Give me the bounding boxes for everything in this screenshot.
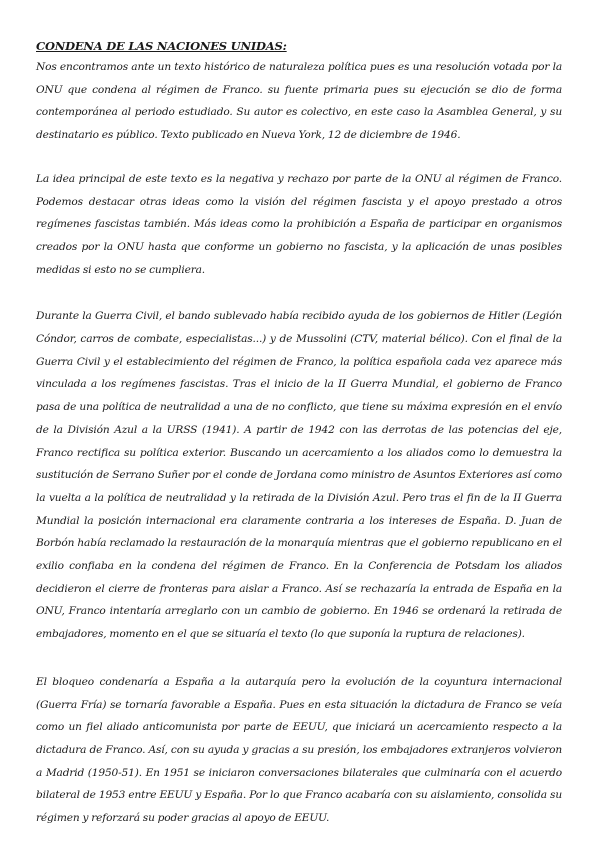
document-title: CONDENA DE LAS NACIONES UNIDAS:	[36, 39, 287, 53]
paragraph-historical-context: Durante la Guerra Civil, el bando sublevado había recibido ayuda de los gobiernos de Hitler (Legión Cóndor, carros de combate, especialistas...) y de Mussolini (CTV, material bélico). Con el final de la Guerra Civil y el establecimiento del régimen de Franco, la política española cada vez aparece más vinculada a los regímenes fascistas. Tras el inicio de la II Guerra Mundial, el gobierno de Franco pasa de una política de neutralidad a una de no conflicto, que tiene su máxima expresión en el envío de la División Azul a la URSS (1941). A partir de 1942 con las derrotas de las potencias del eje, Franco rectifica su política exterior. Buscando un acercamiento a los aliados como lo demuestra la sustitución de Serrano Suñer por el conde de Jordana como ministro de Asuntos Exteriores así como la vuelta a la política de neutralidad y la retirada de la División Azul. Pero tras el fin de la II Guerra Mundial la posición internacional era claramente contraria a los intereses de España. D. Juan de Borbón había reclamado la restauración de la monarquía mientras que el gobierno republicano en el exilio confiaba en la condena del régimen de Franco. En la Conferencia de Potsdam los aliados decidieron el cierre de fronteras para aislar a Franco. Así se rechazaría la entrada de España en la ONU, Franco intentaría arreglarlo con un cambio de gobierno. En 1946 se ordenará la retirada de embajadores, momento en el que se situaría el texto (lo que suponía la ruptura de relaciones).	[36, 310, 562, 641]
paragraph-aftermath: El bloqueo condenaría a España a la autarquía pero la evolución de la coyuntura internacional (Guerra Fría) se tornaría favorable a España. Pues en esta situación la dictadura de Franco se veía como un fiel aliado anticomunista por parte de EEUU, que iniciará un acercamiento respecto a la dictadura de Franco. Así, con su ayuda y gracias a su presión, los embajadores extranjeros volvieron a Madrid (1950-51). En 1951 se iniciaron conversaciones bilaterales que culminaría con el acuerdo bilateral de 1953 entre EEUU y España. Por lo que Franco acabaría con su aislamiento, consolida su régimen y reforzará su poder gracias al apoyo de EEUU.	[36, 675, 562, 825]
paragraph-introduction: Nos encontramos ante un texto histórico de naturaleza política pues es una resolución votada por la ONU que condena al régimen de Franco. su fuente primaria pues su ejecución se dio de forma contemporánea al periodo estudiado. Su autor es colectivo, en este caso la Asamblea General, y su destinatario es público. Texto publicado en Nueva York, 12 de diciembre de 1946.	[36, 61, 562, 142]
paragraph-main-idea: La idea principal de este texto es la negativa y rechazo por parte de la ONU al régimen de Franco. Podemos destacar otras ideas como la visión del régimen fascista y el apoyo prestado a otros regímenes fascistas también. Más ideas como la prohibición a España de participar en organismos creados por la ONU hasta que conforme un gobierno no fascista, y la aplicación de unas posibles medidas si esto no se cumpliera.	[36, 172, 562, 276]
